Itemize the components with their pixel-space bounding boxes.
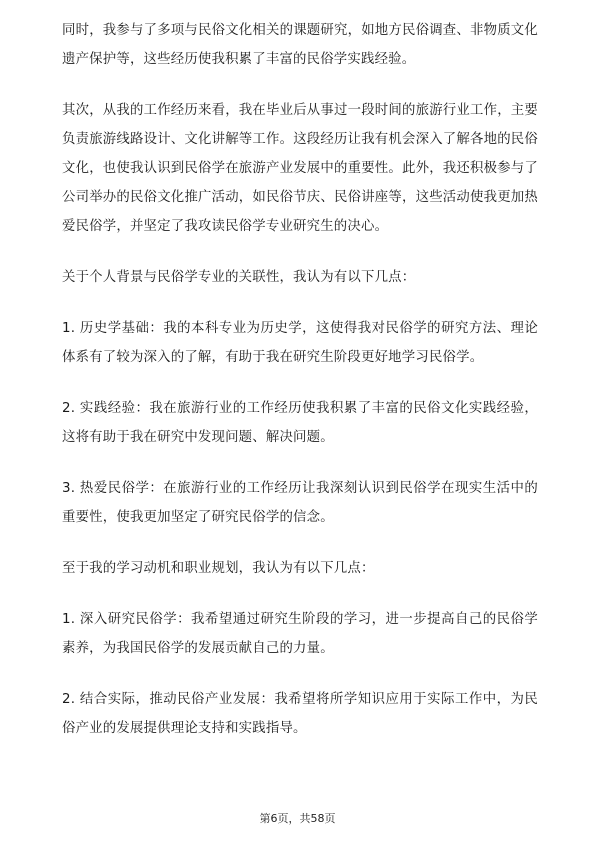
list-item-deep-research: 1. 深入研究民俗学：我希望通过研究生阶段的学习，进一步提高自己的民俗学素养，为我国民俗学的发展贡献自己的力量。: [62, 612, 538, 656]
document-body: [62, 16, 538, 765]
paragraph-work-experience: 其次，从我的工作经历来看，我在毕业后从事过一段时间的旅游行业工作，主要负责旅游线路设计、文化讲解等工作。这段经历让我有机会深入了解各地的民俗文化，也使我认识到民俗学在旅游产业发展中的重要性。此外，我还积极参与了公司举办的民俗文化推广活动，如民俗节庆、民俗讲座等，这些活动使我更加热爱民俗学，并坚定了我攻读民俗学专业研究生的决心。: [62, 103, 538, 234]
paragraph-research-experience: 同时，我参与了多项与民俗文化相关的课题研究，如地方民俗调查、非物质文化遗产保护等，这些经历使我积累了丰富的民俗学实践经验。: [62, 23, 538, 67]
paragraph-relevance-intro: 关于个人背景与民俗学专业的关联性，我认为有以下几点：: [62, 270, 416, 285]
paragraph-motivation-intro: 至于我的学习动机和职业规划，我认为有以下几点：: [62, 561, 375, 576]
page-number: 第6页，共58页: [259, 812, 336, 825]
list-item-history-foundation: 1. 历史学基础：我的本科专业为历史学，这使得我对民俗学的研究方法、理论体系有了较为深入的了解，有助于我在研究生阶段更好地学习民俗学。: [62, 321, 538, 365]
list-item-passion: 3. 热爱民俗学：在旅游行业的工作经历让我深刻认识到民俗学在现实生活中的重要性，使我更加坚定了研究民俗学的信念。: [62, 481, 538, 525]
list-item-industry-development: 2. 结合实际，推动民俗产业发展：我希望将所学知识应用于实际工作中，为民俗产业的发展提供理论支持和实践指导。: [62, 692, 538, 736]
list-item-practical-experience: 2. 实践经验：我在旅游行业的工作经历使我积累了丰富的民俗文化实践经验，这将有助于我在研究中发现问题、解决问题。: [62, 401, 538, 445]
